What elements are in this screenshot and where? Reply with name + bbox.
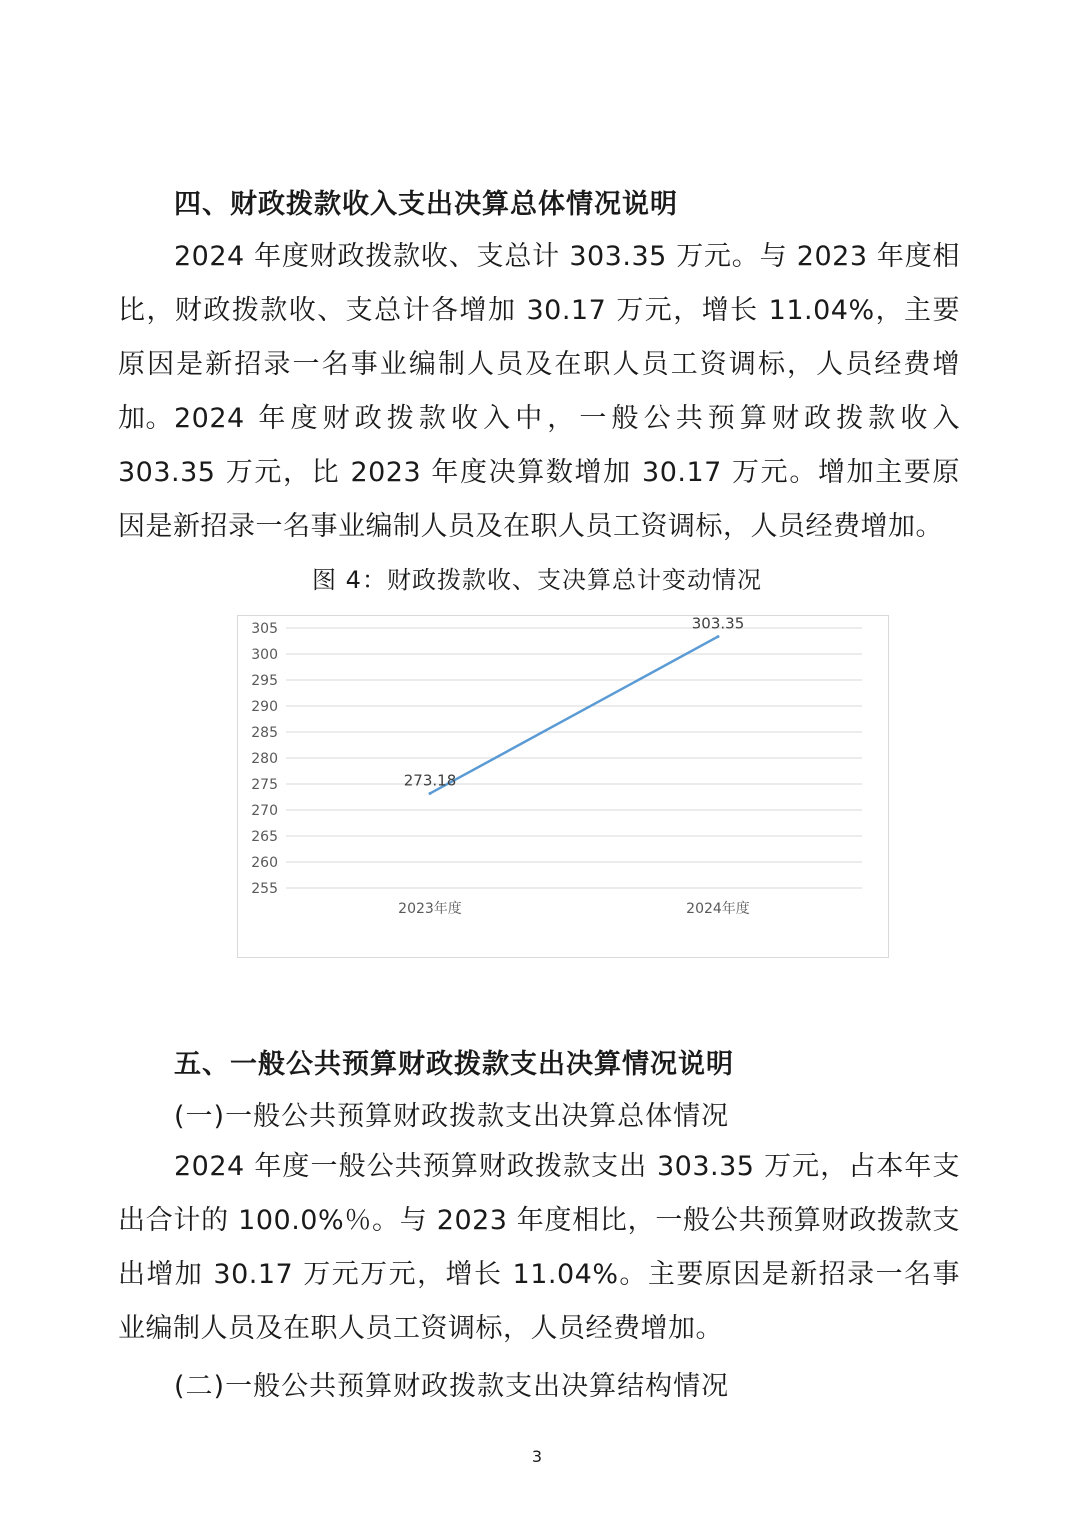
figure-4-caption: 图 4：财政拨款收、支决算总计变动情况: [312, 566, 762, 594]
section-4-paragraph-2: 2024 年度财政拨款收入中，一般公共预算财政拨款收入 303.35 万元，比 2023 年度决算数增加 30.17 万元。增加主要原因是新招录一名事业编制人员及在职人员工资调标，人员经费增加。: [118, 403, 960, 542]
section-5-subheading-2: (二)一般公共预算财政拨款支出决算结构情况: [174, 1371, 730, 1402]
x-tick-label: 2023年度: [398, 901, 462, 917]
y-tick-label: 260: [251, 855, 278, 871]
data-label: 303.35: [691, 616, 745, 633]
y-tick-label: 305: [251, 621, 278, 637]
section-5-paragraph-1: 2024 年度一般公共预算财政拨款支出 303.35 万元，占本年支出合计的 100.0%％。与 2023 年度相比，一般公共预算财政拨款支出增加 30.17 万元万元，增长 11.04%。主要原因是新招录一名事业编制人员及在职人员工资调标，人员经费增加。: [118, 1151, 960, 1344]
chart-x-axis-labels: [398, 900, 750, 917]
y-tick-label: 290: [251, 699, 278, 715]
y-tick-label: 255: [251, 881, 278, 897]
chart-y-axis-labels: [251, 621, 278, 897]
section-4-paragraph-1: 2024 年度财政拨款收、支总计 303.35 万元。与 2023 年度相比，财政拨款收、支总计各增加 30.17 万元，增长 11.04%，主要原因是新招录一名事业编制人员及在职人员工资调标，人员经费增加。: [118, 241, 960, 434]
y-tick-label: 265: [251, 829, 278, 845]
line-chart: [237, 615, 889, 958]
section-5-heading: 五、一般公共预算财政拨款支出决算情况说明: [174, 1049, 734, 1080]
y-tick-label: 285: [251, 725, 278, 741]
data-point: [717, 635, 720, 638]
chart-data-labels: [404, 616, 745, 789]
y-tick-label: 295: [251, 673, 278, 689]
y-tick-label: 300: [251, 647, 278, 663]
section-5-subheading-1: (一)一般公共预算财政拨款支出决算总体情况: [174, 1101, 730, 1132]
data-label: 273.18: [403, 771, 457, 790]
line-chart-svg: [238, 616, 890, 959]
section-4-heading: 四、财政拨款收入支出决算总体情况说明: [174, 189, 678, 220]
data-point: [429, 792, 432, 795]
x-tick-label: 2024年度: [686, 901, 750, 917]
y-tick-label: 270: [251, 803, 278, 819]
series-line: [430, 637, 718, 794]
chart-series: [429, 635, 720, 795]
y-tick-label: 280: [251, 751, 278, 767]
chart-gridlines: [286, 628, 862, 888]
page-number: 3: [531, 1447, 543, 1466]
y-tick-label: 275: [251, 777, 278, 793]
